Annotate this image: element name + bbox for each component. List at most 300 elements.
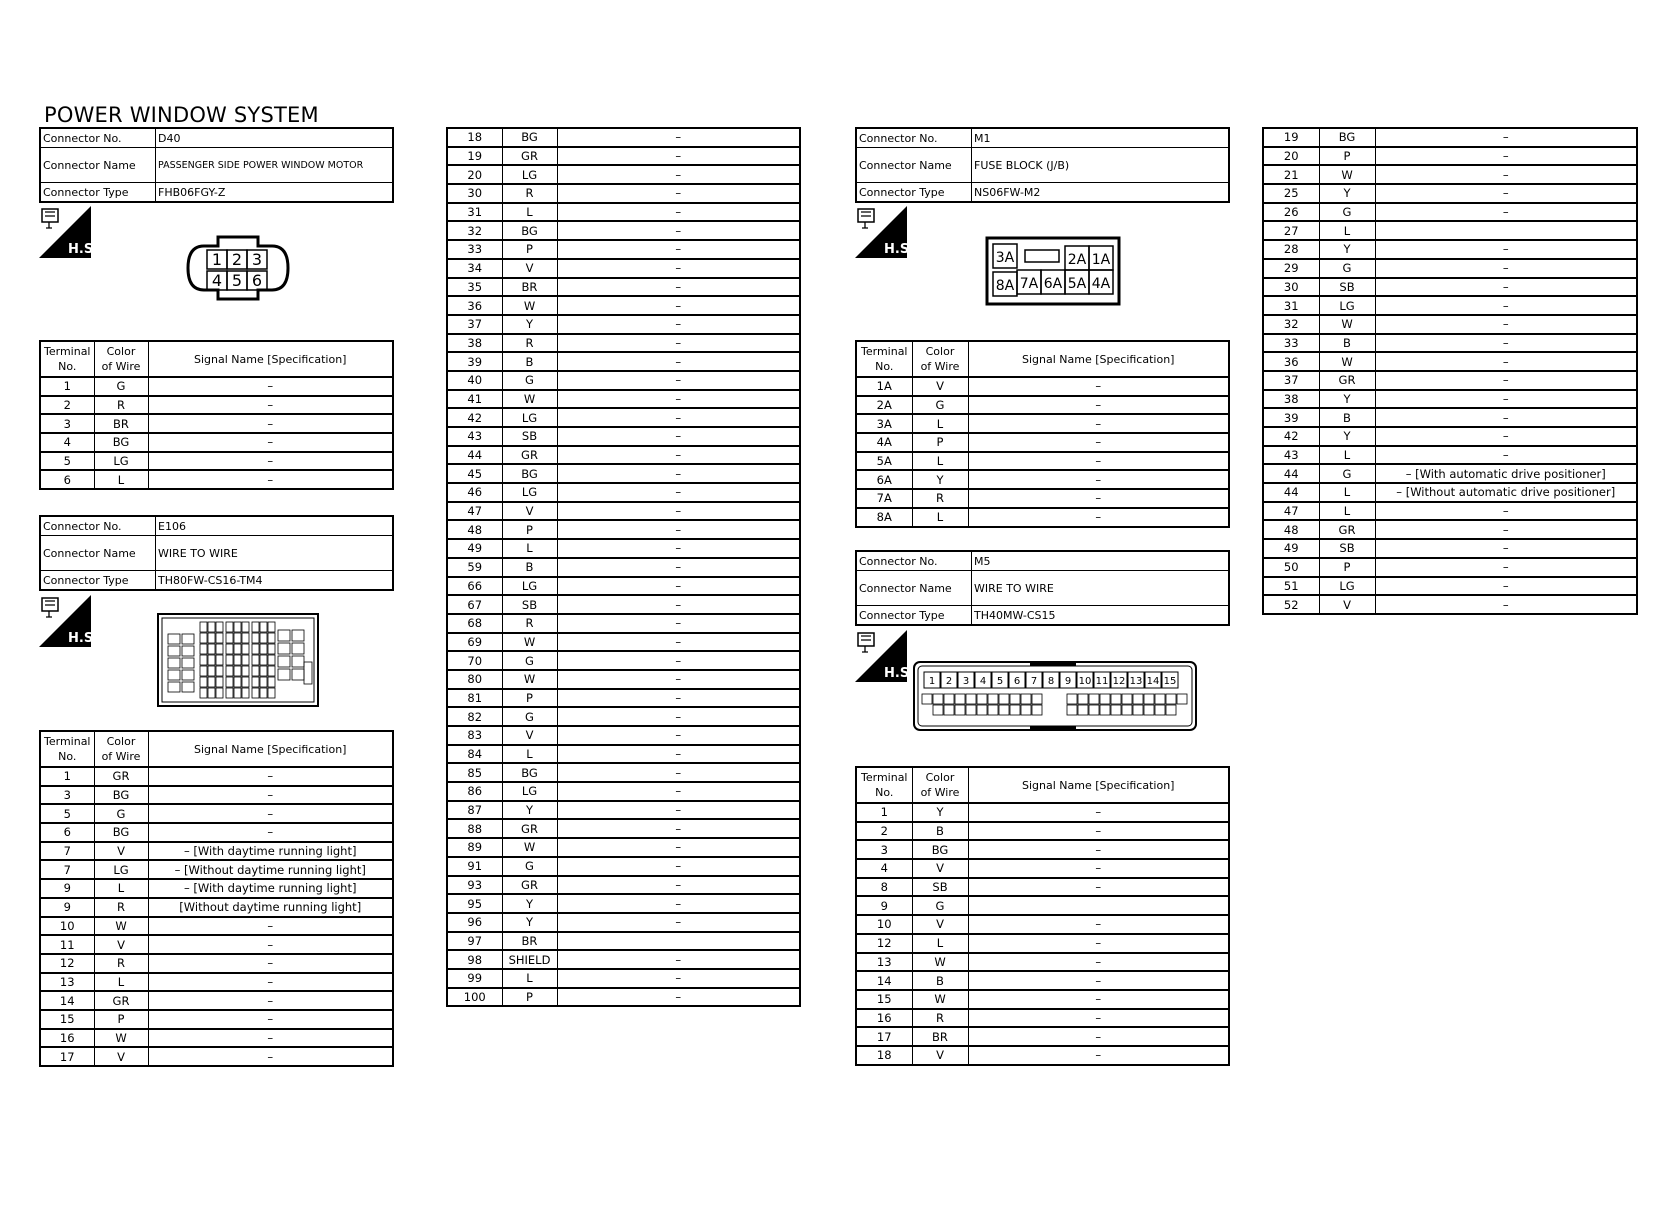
terminal-no-cell: 33 (447, 240, 502, 259)
connector-e106-terminals-cont (446, 127, 801, 1007)
wire-color-cell: V (912, 915, 968, 934)
signal-name-cell: – (968, 859, 1229, 878)
table-row (40, 414, 393, 433)
wire-color-cell: LG (1319, 296, 1375, 315)
table-row (447, 763, 800, 782)
wire-color-cell: LG (502, 408, 557, 427)
table-row (447, 296, 800, 315)
wire-color-cell: L (912, 508, 968, 527)
wire-color-cell: LG (502, 782, 557, 801)
table-row (40, 973, 393, 992)
wire-color-cell: BR (502, 932, 557, 951)
info-table (39, 515, 394, 591)
connector-type-value: TH80FW-CS16-TM4 (156, 571, 394, 591)
terminal-no-cell: 7 (40, 860, 94, 879)
signal-name-cell: – (148, 823, 393, 842)
table-row (856, 953, 1229, 972)
terminal-no-cell: 31 (1263, 296, 1319, 315)
connector-m1-info (855, 127, 1230, 203)
signal-name-cell: – (557, 670, 800, 689)
table-row (1263, 446, 1637, 465)
terminal-no-cell: 49 (1263, 539, 1319, 558)
terminal-no-cell: 3 (40, 786, 94, 805)
wire-color-cell: V (912, 1046, 968, 1065)
wire-color-cell: V (94, 1047, 148, 1066)
connector-e106-face (156, 610, 320, 710)
terminal-table (39, 340, 394, 490)
table-row (1263, 464, 1637, 483)
pin-label: 12 (1112, 676, 1126, 687)
info-table (855, 127, 1230, 203)
signal-name-cell: – (1375, 352, 1637, 371)
table-row (1263, 278, 1637, 297)
signal-name-cell: – (557, 558, 800, 577)
table-row (447, 128, 800, 147)
signal-name-cell: – (148, 804, 393, 823)
terminal-no-cell: 6A (856, 470, 912, 489)
terminal-no-cell: 31 (447, 203, 502, 222)
terminal-table (1262, 127, 1638, 615)
signal-name-cell: – (968, 396, 1229, 415)
connector-type-label: Connector Type (856, 183, 972, 203)
terminal-no-cell: 5 (40, 804, 94, 823)
table-row (1263, 390, 1637, 409)
pin-label: 8A (995, 278, 1015, 294)
connector-name-value: PASSENGER SIDE POWER WINDOW MOTOR (156, 148, 394, 183)
signal-name-cell: – (148, 935, 393, 954)
terminal-no-cell: 16 (40, 1029, 94, 1048)
table-row (1263, 427, 1637, 446)
terminal-no-cell: 42 (447, 408, 502, 427)
wire-color-cell: L (502, 539, 557, 558)
table-row (1263, 352, 1637, 371)
wire-color-cell: G (502, 651, 557, 670)
table-row (447, 352, 800, 371)
terminal-no-cell: 4A (856, 433, 912, 452)
signal-name-cell: – (148, 433, 393, 452)
signal-name-cell: – (557, 520, 800, 539)
signal-name-cell: – (968, 433, 1229, 452)
table-row (1263, 165, 1637, 184)
table-row (1263, 259, 1637, 278)
wire-color-cell: BG (94, 823, 148, 842)
wire-color-cell: P (94, 1010, 148, 1029)
connector-m1-face (985, 236, 1121, 306)
signal-name-cell: – (557, 707, 800, 726)
terminal-no-cell: 40 (447, 371, 502, 390)
terminal-no-cell: 69 (447, 633, 502, 652)
table-row (447, 278, 800, 297)
connector-no-label: Connector No. (40, 516, 156, 536)
pin-label: 1 (211, 250, 223, 269)
signal-name-cell: – (557, 577, 800, 596)
wire-color-cell: L (502, 745, 557, 764)
wire-color-cell: R (912, 489, 968, 508)
terminal-no-cell: 13 (40, 973, 94, 992)
terminal-no-cell: 17 (856, 1027, 912, 1046)
table-row (40, 396, 393, 415)
connector-no-label: Connector No. (856, 128, 972, 148)
terminal-no-cell: 100 (447, 988, 502, 1007)
wire-color-cell: V (1319, 595, 1375, 614)
terminal-no-cell: 39 (447, 352, 502, 371)
table-row (856, 377, 1229, 396)
wire-color-cell: P (912, 433, 968, 452)
wire-color-cell: W (912, 953, 968, 972)
terminal-no-cell: 7 (40, 842, 94, 861)
signal-name-cell: – (557, 819, 800, 838)
wire-color-cell: GR (502, 147, 557, 166)
signal-name-cell: – (557, 857, 800, 876)
terminal-no-cell: 49 (447, 539, 502, 558)
wire-color-cell: LG (502, 483, 557, 502)
signal-name-cell: – (148, 786, 393, 805)
signal-name-cell: – (968, 470, 1229, 489)
wire-color-cell: GR (502, 876, 557, 895)
terminal-no-cell: 4 (856, 859, 912, 878)
signal-name-cell: – (1375, 390, 1637, 409)
connector-m5-info (855, 550, 1230, 626)
table-row (447, 371, 800, 390)
signal-name-cell: – (1375, 147, 1637, 166)
table-row (447, 689, 800, 708)
table-row (447, 913, 800, 932)
terminal-no-cell: 3 (856, 840, 912, 859)
table-row (447, 390, 800, 409)
harness-side-icon (855, 206, 915, 258)
signal-name-cell: – [With daytime running light] (148, 879, 393, 898)
table-row (856, 822, 1229, 841)
terminal-no-cell: 29 (1263, 259, 1319, 278)
terminal-no-cell: 32 (447, 221, 502, 240)
signal-name-cell: – (557, 838, 800, 857)
wire-color-cell: B (1319, 334, 1375, 353)
wire-color-cell: Y (1319, 240, 1375, 259)
wire-color-cell: Y (1319, 390, 1375, 409)
terminal-no-cell: 3A (856, 414, 912, 433)
wire-color-cell: V (502, 502, 557, 521)
pin-label: 2 (945, 676, 953, 687)
connector-name-label: Connector Name (40, 148, 156, 183)
connector-d40-terminals (39, 340, 394, 490)
pin-label: 1 (928, 676, 936, 687)
signal-name-cell: – (148, 954, 393, 973)
wire-color-cell: GR (1319, 371, 1375, 390)
signal-name-cell: – (968, 1046, 1229, 1065)
wire-color-cell: SB (912, 878, 968, 897)
terminal-no-cell: 35 (447, 278, 502, 297)
wire-color-cell: G (912, 896, 968, 915)
signal-name-cell: – (557, 801, 800, 820)
wire-color-cell: BR (94, 414, 148, 433)
signal-name-cell: – (557, 483, 800, 502)
terminal-no-cell: 18 (447, 128, 502, 147)
terminal-table (39, 730, 394, 1067)
connector-m5-terminals (855, 766, 1230, 1066)
terminal-no-cell: 19 (447, 147, 502, 166)
pin-label: 15 (1163, 676, 1177, 687)
signal-name-cell: – (557, 763, 800, 782)
terminal-no-cell: 5 (40, 452, 94, 471)
table-row (856, 840, 1229, 859)
signal-name-cell: – (557, 539, 800, 558)
terminal-no-cell: 44 (447, 446, 502, 465)
signal-name-cell: – (968, 822, 1229, 841)
signal-name-cell: – (557, 950, 800, 969)
table-row (447, 240, 800, 259)
wire-color-cell: V (94, 842, 148, 861)
wire-color-cell: Y (1319, 184, 1375, 203)
pin-label: 7 (1030, 676, 1038, 687)
table-row (1263, 539, 1637, 558)
table-row (856, 1046, 1229, 1065)
terminal-table (446, 127, 801, 1007)
terminal-no-cell: 37 (447, 315, 502, 334)
pin-label: 3 (251, 250, 263, 269)
wire-color-cell: L (94, 470, 148, 489)
wire-color-cell: G (1319, 203, 1375, 222)
wire-color-cell: SB (502, 595, 557, 614)
signal-name-cell: – (557, 689, 800, 708)
signal-name-cell: – (1375, 502, 1637, 521)
table-row (856, 803, 1229, 822)
table-row (1263, 221, 1637, 240)
connector-name-value: WIRE TO WIRE (972, 571, 1230, 606)
signal-name-cell: – (148, 1047, 393, 1066)
table-row (40, 377, 393, 396)
wire-color-cell: G (912, 396, 968, 415)
hs-badge-text: H.S. (884, 242, 915, 257)
signal-header: Signal Name [Specification] (148, 341, 393, 377)
table-row (447, 801, 800, 820)
table-row (1263, 184, 1637, 203)
signal-name-cell: – [Without automatic drive positioner] (1375, 483, 1637, 502)
terminal-no-cell: 8A (856, 508, 912, 527)
table-row (1263, 240, 1637, 259)
wire-color-cell: Y (502, 894, 557, 913)
signal-name-cell: – (968, 971, 1229, 990)
terminal-no-header: Terminal No. (40, 341, 94, 377)
terminal-no-cell: 2 (40, 396, 94, 415)
wire-color-cell: Y (502, 801, 557, 820)
terminal-no-cell: 59 (447, 558, 502, 577)
signal-name-cell: – (557, 651, 800, 670)
signal-name-cell: – (1375, 427, 1637, 446)
terminal-no-cell: 10 (856, 915, 912, 934)
terminal-no-cell: 20 (1263, 147, 1319, 166)
signal-name-cell (557, 932, 800, 951)
table-row (447, 165, 800, 184)
connector-e106-info (39, 515, 394, 591)
signal-header: Signal Name [Specification] (968, 767, 1229, 803)
signal-name-cell: – (1375, 203, 1637, 222)
terminal-no-cell: 1A (856, 377, 912, 396)
table-row (447, 259, 800, 278)
terminal-no-cell: 70 (447, 651, 502, 670)
table-row (40, 1029, 393, 1048)
terminal-no-cell: 30 (1263, 278, 1319, 297)
harness-side-icon (39, 206, 99, 258)
terminal-no-cell: 11 (40, 935, 94, 954)
terminal-no-cell: 2A (856, 396, 912, 415)
table-row (447, 539, 800, 558)
signal-name-cell: – (968, 377, 1229, 396)
terminal-no-cell: 66 (447, 577, 502, 596)
terminal-no-cell: 1 (856, 803, 912, 822)
table-row (856, 971, 1229, 990)
harness-side-icon (855, 630, 915, 682)
signal-name-cell: – (557, 371, 800, 390)
pin-label: 14 (1146, 676, 1160, 687)
table-row (447, 558, 800, 577)
signal-name-cell: – (1375, 128, 1637, 147)
connector-m5-face (912, 658, 1198, 734)
wire-color-cell: G (502, 857, 557, 876)
wire-color-cell: Y (912, 803, 968, 822)
terminal-no-cell: 91 (447, 857, 502, 876)
wire-color-cell: SB (1319, 539, 1375, 558)
pin-label: 4 (979, 676, 987, 687)
terminal-no-header: Terminal No. (856, 341, 912, 377)
connector-no-label: Connector No. (856, 551, 972, 571)
terminal-no-cell: 46 (447, 483, 502, 502)
signal-name-cell: – (557, 969, 800, 988)
wire-color-cell: BG (502, 128, 557, 147)
terminal-no-cell: 37 (1263, 371, 1319, 390)
wire-color-cell: L (912, 452, 968, 471)
pin-label: 4A (1091, 276, 1111, 292)
wire-color-cell: W (502, 670, 557, 689)
wire-color-cell: Y (912, 470, 968, 489)
signal-name-cell: – (557, 614, 800, 633)
wire-color-cell: W (912, 990, 968, 1009)
color-header: Color of Wire (94, 731, 148, 767)
signal-name-cell: – [With automatic drive positioner] (1375, 464, 1637, 483)
terminal-no-cell: 48 (447, 520, 502, 539)
signal-name-cell: – (557, 446, 800, 465)
wire-color-cell: L (912, 934, 968, 953)
terminal-no-cell: 84 (447, 745, 502, 764)
terminal-no-cell: 26 (1263, 203, 1319, 222)
terminal-no-cell: 44 (1263, 483, 1319, 502)
connector-type-value: NS06FW-M2 (972, 183, 1230, 203)
table-row (447, 894, 800, 913)
pin-label: 2A (1067, 252, 1087, 268)
wire-color-cell: W (502, 838, 557, 857)
table-row (447, 857, 800, 876)
terminal-no-cell: 9 (856, 896, 912, 915)
table-row (1263, 408, 1637, 427)
terminal-no-cell: 12 (856, 934, 912, 953)
wire-color-cell: L (1319, 502, 1375, 521)
terminal-no-cell: 93 (447, 876, 502, 895)
table-row (447, 932, 800, 951)
terminal-no-cell: 39 (1263, 408, 1319, 427)
connector-name-value: FUSE BLOCK (J/B) (972, 148, 1230, 183)
table-row (856, 396, 1229, 415)
signal-name-cell: – (968, 1027, 1229, 1046)
pin-label: 5 (996, 676, 1004, 687)
wire-color-cell: B (502, 558, 557, 577)
pin-label: 6 (251, 271, 263, 290)
wire-color-cell: W (502, 390, 557, 409)
signal-name-cell: – (968, 489, 1229, 508)
signal-name-cell: – (1375, 595, 1637, 614)
signal-name-cell: – (968, 1009, 1229, 1028)
wire-color-cell: V (502, 726, 557, 745)
table-row (40, 935, 393, 954)
signal-name-cell: – (148, 470, 393, 489)
table-row (1263, 483, 1637, 502)
table-row (1263, 520, 1637, 539)
wire-color-cell: V (912, 859, 968, 878)
connector-name-label: Connector Name (856, 571, 972, 606)
terminal-no-cell: 27 (1263, 221, 1319, 240)
hs-badge-text: H.S. (68, 631, 99, 646)
terminal-no-cell: 9 (40, 898, 94, 917)
pin-label: 6A (1043, 276, 1063, 292)
terminal-no-cell: 47 (1263, 502, 1319, 521)
table-row (447, 633, 800, 652)
terminal-no-cell: 4 (40, 433, 94, 452)
wire-color-cell: GR (502, 819, 557, 838)
table-row (447, 147, 800, 166)
terminal-no-cell: 3 (40, 414, 94, 433)
wire-color-cell: W (1319, 352, 1375, 371)
signal-name-cell: – (557, 913, 800, 932)
wire-color-cell: R (94, 898, 148, 917)
signal-name-cell: – (557, 726, 800, 745)
pin-label: 3A (995, 250, 1015, 266)
table-row (1263, 128, 1637, 147)
terminal-no-cell: 8 (856, 878, 912, 897)
wire-color-cell: BG (502, 221, 557, 240)
signal-name-cell: – (1375, 334, 1637, 353)
table-row (40, 842, 393, 861)
table-row (447, 315, 800, 334)
signal-name-cell: – (557, 633, 800, 652)
wire-color-cell: W (502, 633, 557, 652)
terminal-no-cell: 95 (447, 894, 502, 913)
terminal-no-cell: 15 (40, 1010, 94, 1029)
wire-color-cell: B (912, 971, 968, 990)
table-row (447, 577, 800, 596)
table-row (40, 433, 393, 452)
wire-color-cell: LG (94, 860, 148, 879)
terminal-no-cell: 38 (1263, 390, 1319, 409)
table-row (1263, 595, 1637, 614)
color-header: Color of Wire (94, 341, 148, 377)
terminal-no-cell: 15 (856, 990, 912, 1009)
signal-name-cell: – (968, 452, 1229, 471)
table-row (447, 670, 800, 689)
wire-color-cell: P (502, 240, 557, 259)
signal-name-cell: – (1375, 577, 1637, 596)
terminal-no-cell: 6 (40, 470, 94, 489)
terminal-no-cell: 30 (447, 184, 502, 203)
table-row (856, 1027, 1229, 1046)
terminal-no-cell: 85 (447, 763, 502, 782)
signal-name-cell: – (557, 782, 800, 801)
signal-name-cell: – (1375, 165, 1637, 184)
signal-name-cell: – (148, 396, 393, 415)
connector-d40-face (184, 233, 292, 303)
table-row (447, 726, 800, 745)
wire-color-cell: L (912, 414, 968, 433)
pin-label: 8 (1047, 676, 1055, 687)
table-row (1263, 296, 1637, 315)
pin-label: 4 (211, 271, 223, 290)
